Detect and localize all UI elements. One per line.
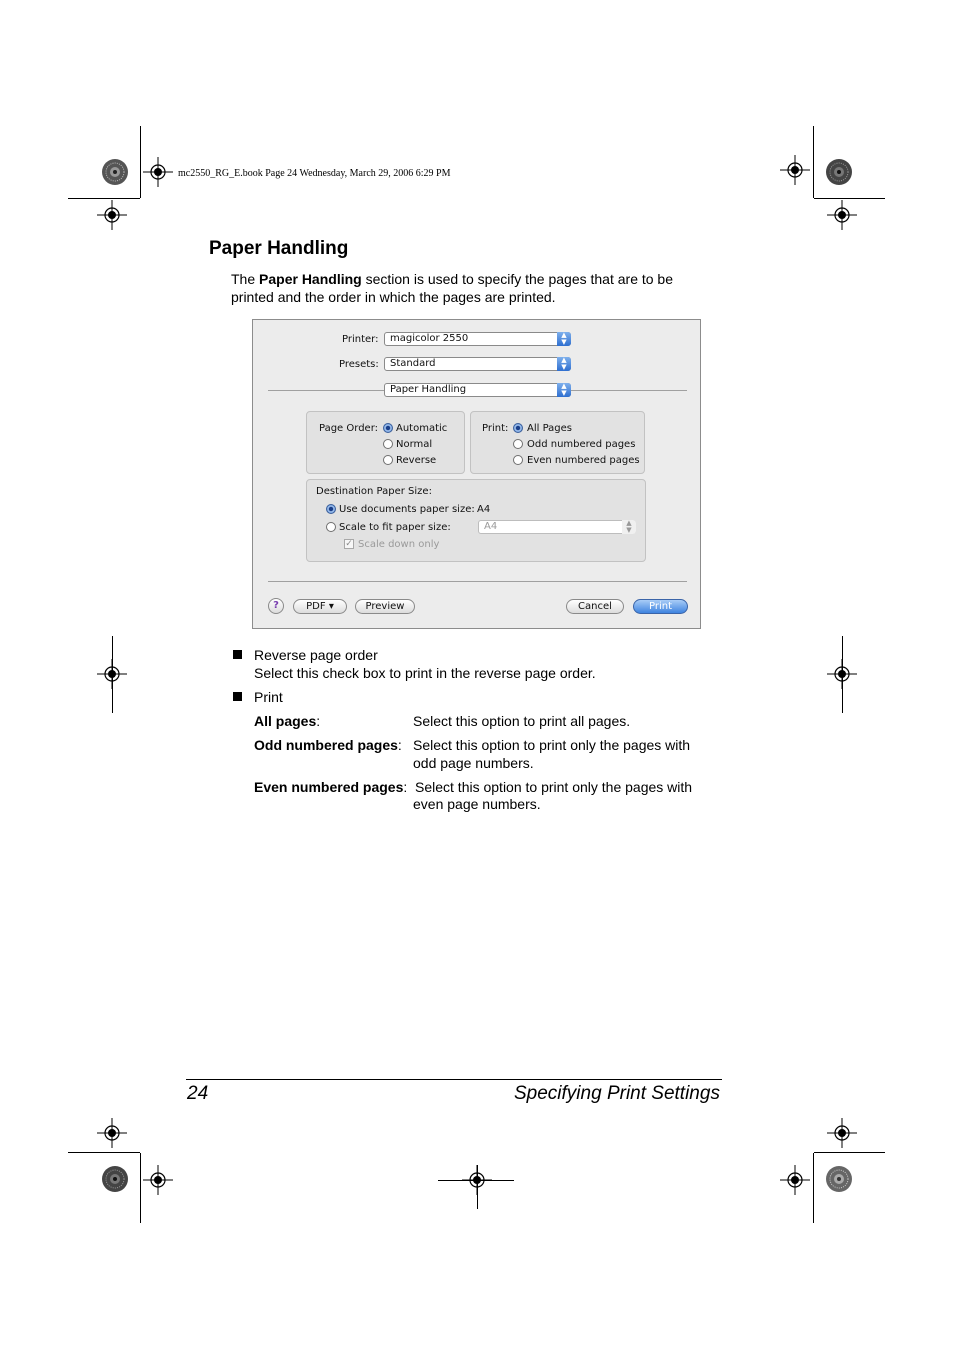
def-desc-even-pages-line2: even page numbers. bbox=[413, 796, 541, 812]
chapter-title: Specifying Print Settings bbox=[514, 1083, 720, 1104]
print-odd-pages-label: Odd numbered pages bbox=[527, 439, 636, 450]
print-button[interactable]: Print bbox=[633, 599, 688, 614]
def-term-odd-pages: Odd numbered pages: bbox=[254, 737, 402, 753]
color-rosette-icon bbox=[825, 158, 853, 186]
page-order-reverse-radio[interactable] bbox=[383, 455, 393, 465]
print-dialog bbox=[252, 319, 701, 629]
scale-down-only-label: Scale down only bbox=[358, 539, 440, 550]
def-term-even-pages: Even numbered pages: bbox=[254, 779, 408, 795]
scale-paper-size-select[interactable]: A4 ▲ ▼ bbox=[478, 520, 636, 534]
presets-label: Presets: bbox=[339, 359, 379, 370]
registration-mark-icon bbox=[143, 1165, 173, 1195]
def-desc-all-pages: Select this option to print all pages. bbox=[413, 713, 631, 729]
bullet-icon bbox=[233, 650, 242, 659]
def-term-all-pages: All pages: bbox=[254, 713, 321, 729]
bullet-reverse-title: Reverse page order bbox=[254, 647, 378, 663]
page-order-automatic-radio[interactable] bbox=[383, 423, 393, 433]
page-number: 24 bbox=[187, 1083, 209, 1104]
scale-down-only-checkbox[interactable]: ✓ bbox=[345, 539, 353, 549]
footer-rule bbox=[186, 1079, 722, 1080]
registration-mark-icon bbox=[827, 1118, 857, 1148]
help-button[interactable]: ? bbox=[268, 598, 284, 614]
file-info: mc2550_RG_E.book Page 24 Wednesday, March 29, 2006 6:29 PM bbox=[178, 168, 451, 179]
intro-bold: Paper Handling bbox=[259, 271, 362, 287]
panel-select[interactable]: Paper Handling ▲ ▼ bbox=[384, 383, 571, 397]
popup-arrows-icon: ▲ ▼ bbox=[557, 332, 571, 346]
scale-to-fit-label: Scale to fit paper size: bbox=[339, 522, 451, 533]
bullet-print-title: Print bbox=[254, 689, 283, 705]
printer-select[interactable]: magicolor 2550 ▲ ▼ bbox=[384, 332, 571, 346]
registration-mark-icon bbox=[97, 200, 127, 230]
registration-mark-icon bbox=[827, 200, 857, 230]
print-odd-pages-radio[interactable] bbox=[513, 439, 523, 449]
page-order-normal-label: Normal bbox=[396, 439, 433, 450]
def-desc-odd-pages-line1: Select this option to print only the pages with bbox=[413, 737, 691, 753]
destination-paper-size-label: Destination Paper Size: bbox=[316, 486, 432, 497]
registration-mark-icon bbox=[97, 1118, 127, 1148]
print-pages-label: Print: bbox=[482, 423, 509, 434]
page-order-reverse-label: Reverse bbox=[396, 455, 437, 466]
print-even-pages-label: Even numbered pages bbox=[527, 455, 640, 466]
popup-arrows-icon: ▲ ▼ bbox=[557, 357, 571, 371]
printer-label: Printer: bbox=[342, 334, 379, 345]
pdf-button[interactable]: PDF ▾ bbox=[293, 599, 347, 614]
registration-mark-icon bbox=[143, 157, 173, 187]
page-order-normal-radio[interactable] bbox=[383, 439, 393, 449]
use-documents-size-value: A4 bbox=[477, 504, 491, 515]
def-desc-even-pages-line1: Select this option to print only the pages with bbox=[415, 779, 693, 795]
page-order-automatic-label: Automatic bbox=[396, 423, 448, 434]
cancel-button[interactable]: Cancel bbox=[566, 599, 624, 614]
color-rosette-icon bbox=[101, 1165, 129, 1193]
presets-select[interactable]: Standard ▲ ▼ bbox=[384, 357, 571, 371]
section-title: Paper Handling bbox=[209, 238, 349, 259]
registration-mark-icon bbox=[780, 155, 810, 185]
scale-to-fit-radio[interactable] bbox=[326, 522, 336, 532]
bullet-icon bbox=[233, 692, 242, 701]
bullet-reverse-text: Select this check box to print in the reverse page order. bbox=[254, 665, 596, 681]
color-rosette-icon bbox=[101, 158, 129, 186]
popup-arrows-icon: ▲ ▼ bbox=[622, 520, 636, 534]
def-desc-odd-pages-line2: odd page numbers. bbox=[413, 755, 534, 771]
use-documents-size-radio[interactable] bbox=[326, 504, 336, 514]
color-rosette-icon bbox=[825, 1165, 853, 1193]
print-even-pages-radio[interactable] bbox=[513, 455, 523, 465]
preview-button[interactable]: Preview bbox=[355, 599, 415, 614]
page-order-label: Page Order: bbox=[319, 423, 378, 434]
popup-arrows-icon: ▲ ▼ bbox=[557, 383, 571, 397]
print-all-pages-radio[interactable] bbox=[513, 423, 523, 433]
use-documents-size-label: Use documents paper size: bbox=[339, 504, 475, 515]
registration-mark-icon bbox=[780, 1165, 810, 1195]
intro-paragraph: The Paper Handling section is used to specify the pages that are to be printed and the order in which the pages are printed. bbox=[231, 271, 674, 305]
print-all-pages-label: All Pages bbox=[527, 423, 572, 434]
